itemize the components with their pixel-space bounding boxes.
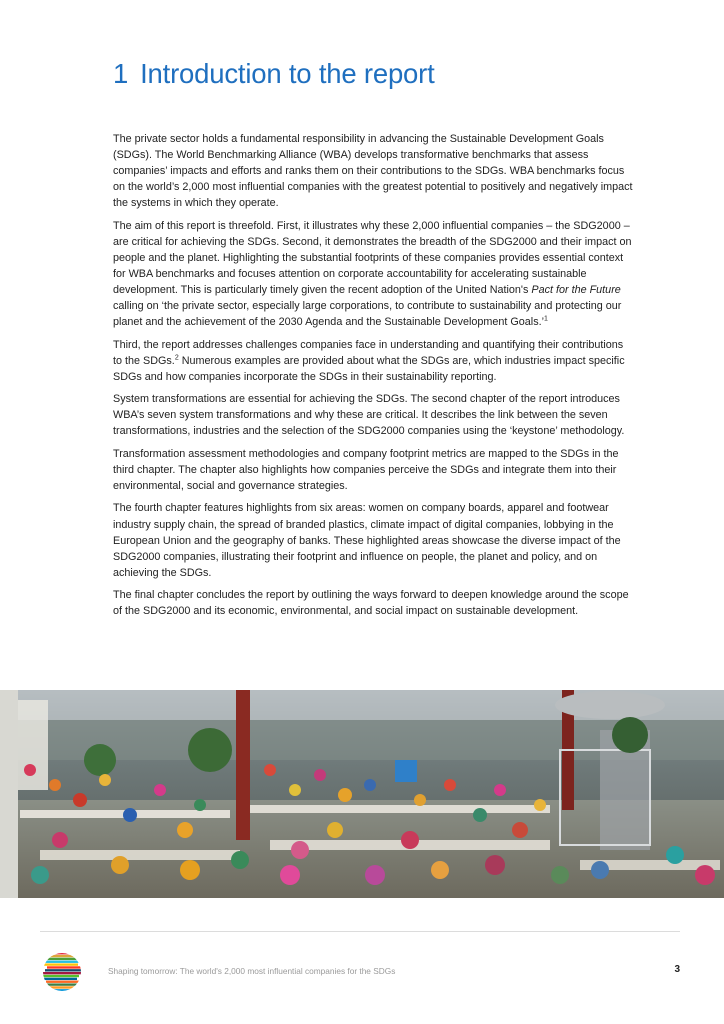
- logo-stripe: [42, 986, 80, 988]
- paragraph-6: The fourth chapter features highlights from six areas: women on company boards, apparel and footwear industry supply chain, the spread of branded plastics, climate impact of digital companies, lobbying in the European Union and the geography of banks. These highlighted areas showcase the diverse impact of the SDG2000 companies, illustrating their footprint and influence on people, the planet and policy, and on achieving the SDGs.: [113, 502, 621, 579]
- wba-logo-icon: [42, 952, 82, 992]
- footer-report-title: Shaping tomorrow: The world's 2,000 most influential companies for the SDGs: [108, 966, 396, 976]
- paragraph-2: [113, 218, 633, 330]
- paragraph-7: The final chapter concludes the report by outlining the ways forward to deepen knowledge around the scope of the SDG2000 and its economic, environmental, and social impact on sustainable development.: [113, 589, 629, 618]
- paragraph-3-text-a: Third, the report addresses challenges companies face in understanding and quantifying their contributions to the SDGs.: [113, 338, 624, 367]
- logo-stripe: [46, 981, 82, 983]
- chapter-heading: [113, 58, 435, 90]
- pact-for-the-future-title: Pact for the Future: [531, 283, 621, 296]
- logo-stripe: [45, 969, 82, 971]
- paragraph-3: [113, 337, 633, 385]
- logo-stripe: [44, 983, 82, 985]
- logo-stripe: [42, 975, 79, 977]
- logo-stripe: [42, 978, 77, 980]
- logo-stripe: [44, 958, 82, 960]
- paragraph-2-text-b: calling on ‘the private sector, especially large corporations, to contribute to sustainability and protecting our planet and the achievement of the 2030 Agenda and the Sustainable Development Goals.’: [113, 299, 622, 329]
- paragraph-1: The private sector holds a fundamental responsibility in advancing the Sustainable Development Goals (SDGs). The World Benchmarking Alliance (WBA) develops transformative benchmarks that assess companies’ impacts and efforts and ranks them on their contributions to the SDGs. WBA benchmarks focus on the world’s 2,000 most influential companies with the greatest potential to positively and negatively impact the systems in which they operate.: [113, 133, 633, 210]
- page-number: 3: [674, 964, 680, 975]
- logo-stripe: [43, 972, 81, 974]
- logo-stripe: [42, 989, 78, 991]
- chapter-number: 1: [113, 58, 129, 89]
- logo-stripe: [42, 961, 80, 963]
- body-text: [113, 131, 633, 626]
- garment-factory-photo: [0, 690, 724, 898]
- logo-stripe: [46, 955, 82, 957]
- paragraph-4: System transformations are essential for achieving the SDGs. The second chapter of the report introduces WBA’s seven system transformations and why these are critical. It describes the link between the seven transformations, industries and the selection of the SDG2000 companies using the ‘keystone’ methodology.: [113, 393, 625, 438]
- footnote-ref-1[interactable]: 1: [544, 315, 548, 323]
- paragraph-2-text-a: The aim of this report is threefold. First, it illustrates why these 2,000 influential companies – the SDG2000 – are critical for achieving the SDGs. Second, it demonstrates the breadth of the SDG2000 and their impact on people and the planet. Highlighting the substantial footprints of these companies provides essential context for WBA benchmarks and focuses attention on corporate accountability for accelerating sustainable development. This is particularly timely given the recent adoption of the United Nation's: [113, 219, 632, 296]
- logo-stripe: [42, 963, 78, 965]
- logo-stripe: [47, 966, 82, 968]
- paragraph-3-text-b: Numerous examples are provided about what the SDGs are, which industries impact specific SDGs and how companies incorporate the SDGs in their sustainability reporting.: [113, 354, 625, 383]
- footnote-ref-2[interactable]: 2: [174, 354, 179, 362]
- chapter-title: Introduction to the report: [140, 58, 435, 89]
- logo-stripe: [42, 952, 77, 954]
- footer-divider: [40, 931, 680, 932]
- paragraph-5: Transformation assessment methodologies and company footprint metrics are mapped to the SDGs in the third chapter. The chapter also highlights how companies perceive the SDGs and integrate them into their environmental, social and governance strategies.: [113, 447, 619, 492]
